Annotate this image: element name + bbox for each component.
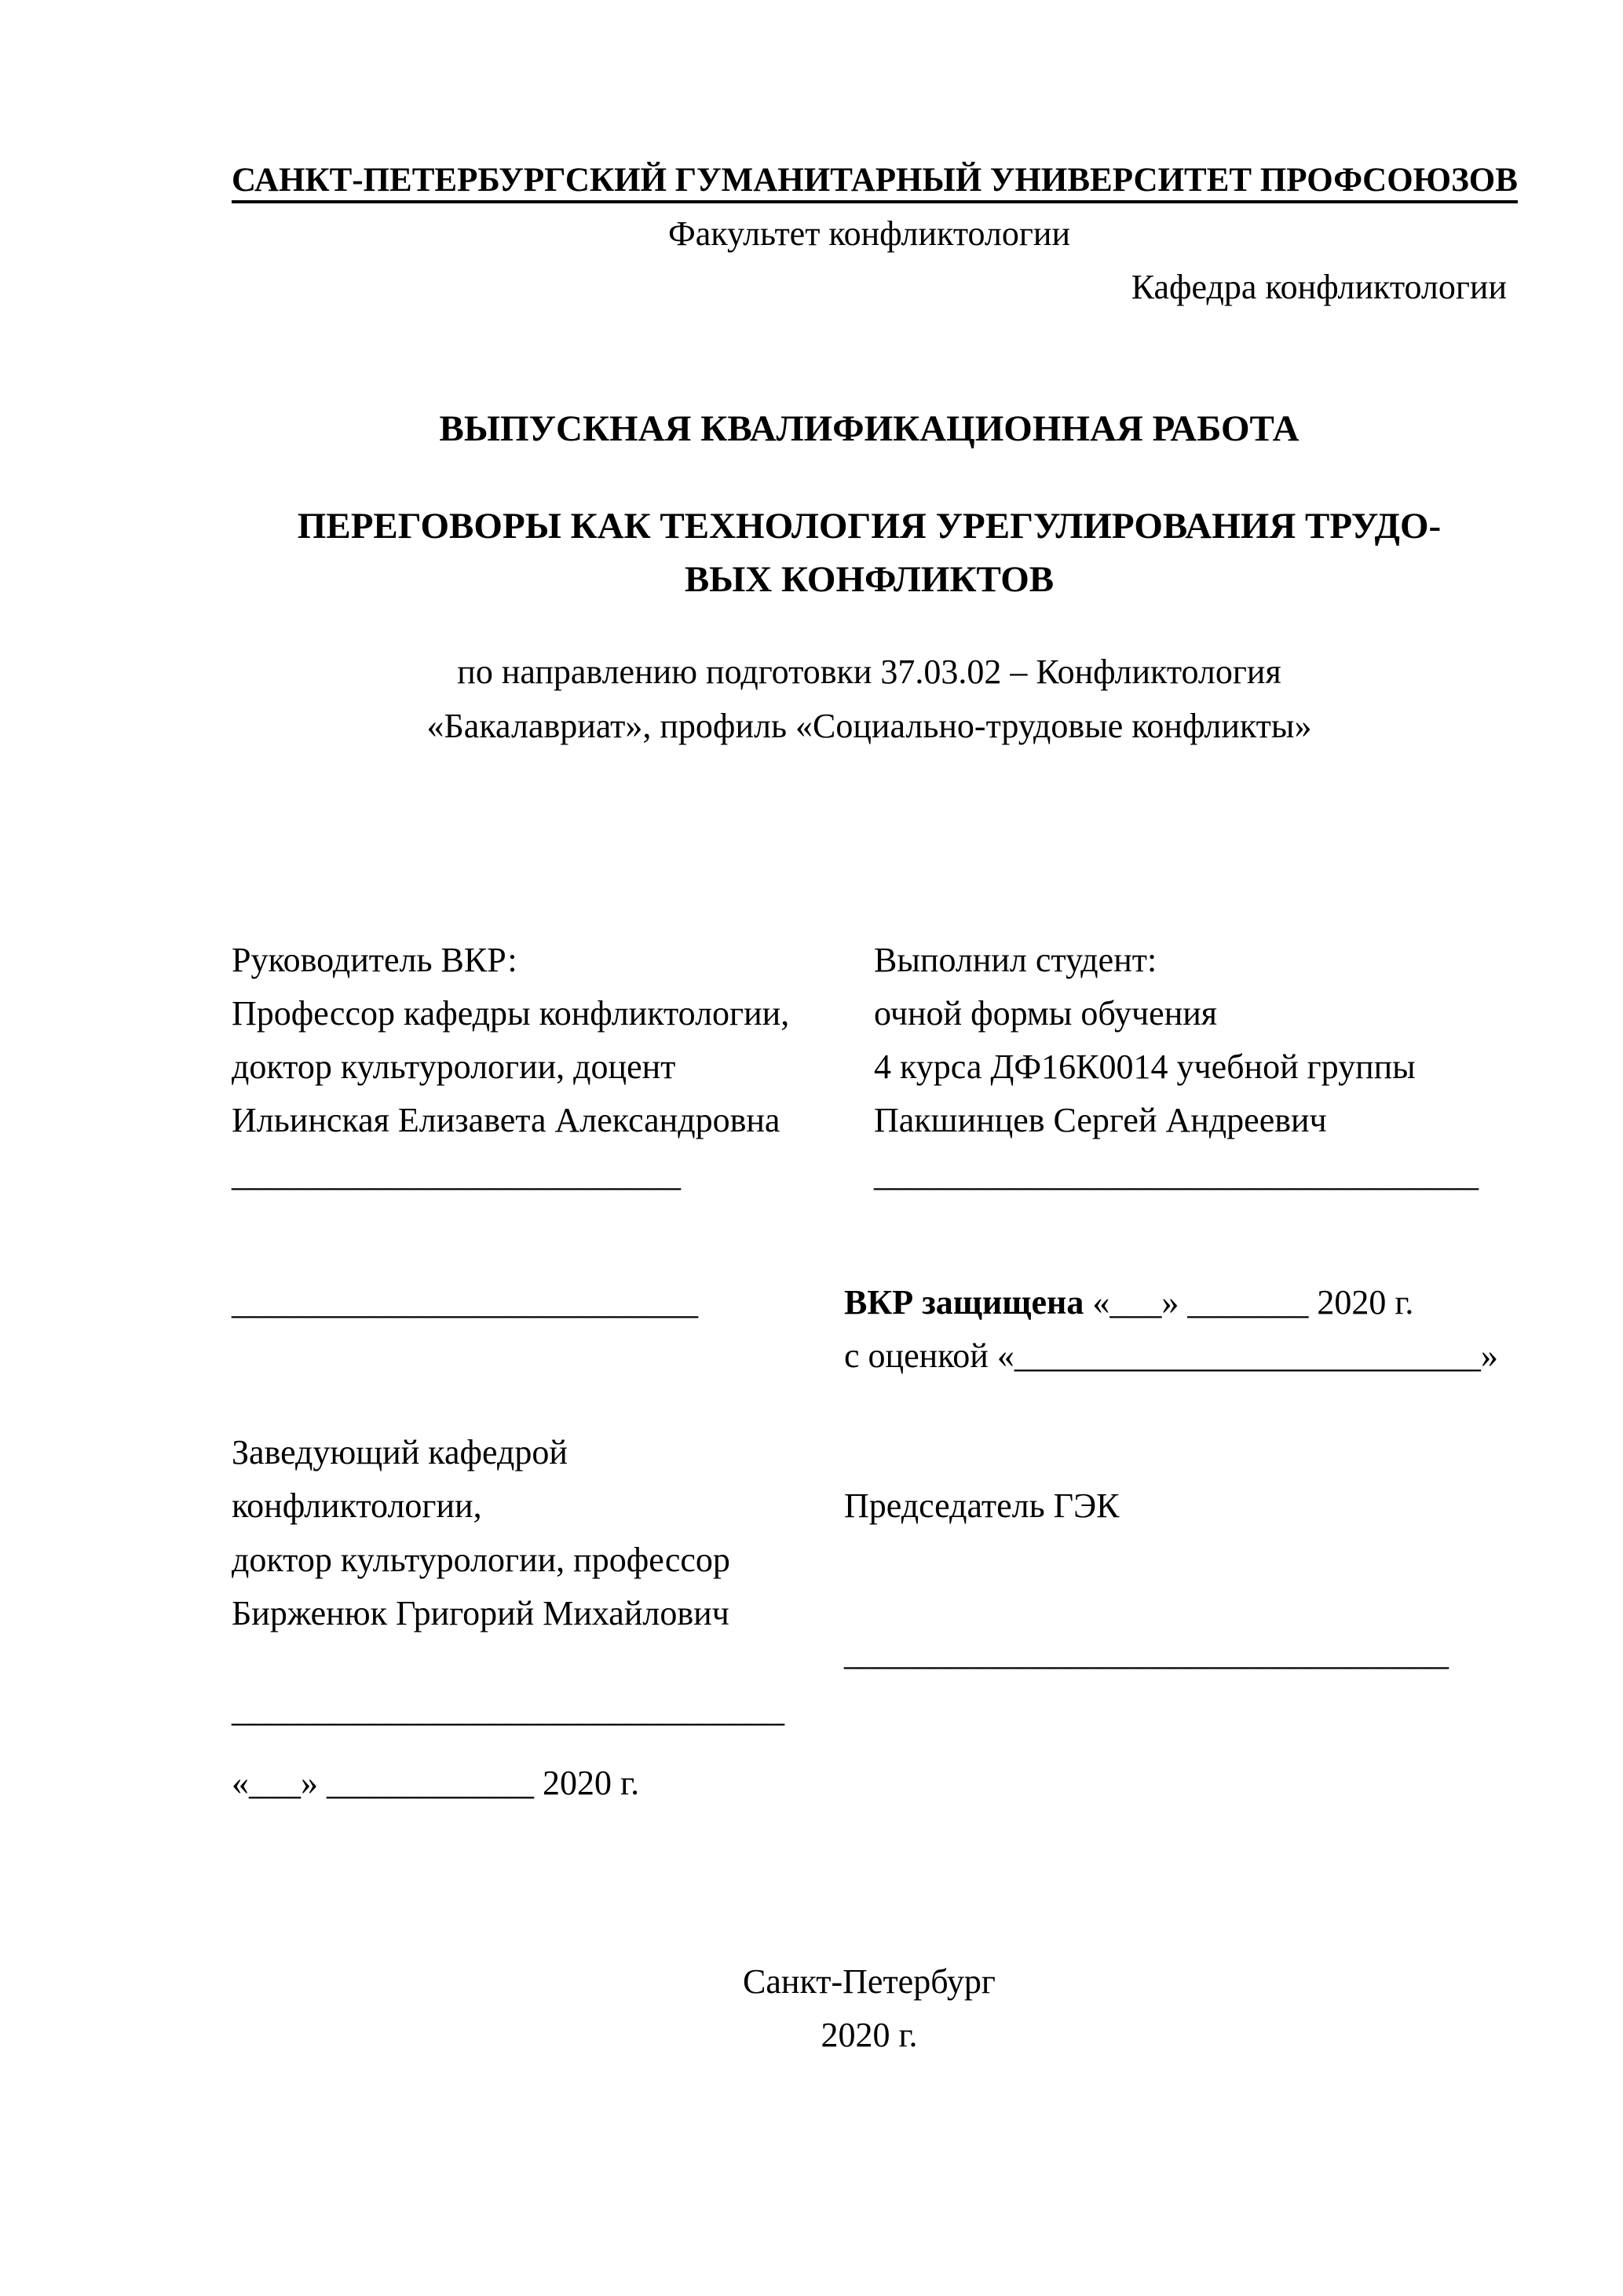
advisor-name: Ильинская Елизавета Александровна	[232, 1101, 780, 1140]
advisor-position-line2: доктор культурологии, доцент	[232, 1047, 676, 1087]
program-info	[232, 645, 1507, 752]
program-direction: по направлению подготовки 37.03.02 – Конфликтология	[457, 653, 1281, 692]
head-signature-line: ________________________________	[232, 1690, 784, 1729]
left-signature-line: ___________________________	[232, 1282, 698, 1322]
defense-date-blanks: «___» _______ 2020 г.	[1084, 1282, 1414, 1322]
advisor-label: Руководитель ВКР:	[232, 940, 517, 979]
defense-row	[232, 1276, 1507, 1383]
thesis-title-line2: ВЫХ КОНФЛИКТОВ	[684, 559, 1055, 601]
head-date-line: «___» ____________ 2020 г.	[232, 1764, 640, 1803]
student-group: 4 курса ДФ16К0014 учебной группы	[874, 1047, 1416, 1087]
student-block	[844, 934, 1507, 1201]
footer-block	[232, 1955, 1507, 2062]
head-position-line2: конфликтологии,	[232, 1486, 482, 1526]
thesis-title	[232, 499, 1507, 606]
head-name: Бирженюк Григорий Михайлович	[232, 1593, 729, 1632]
defense-block	[844, 1276, 1507, 1383]
chairman-signature-line: ___________________________________	[844, 1634, 1449, 1673]
advisor-signature-line: __________________________	[232, 1154, 681, 1194]
thesis-title-line1: ПЕРЕГОВОРЫ КАК ТЕХНОЛОГИЯ УРЕГУЛИРОВАНИЯ ТРУДО-	[297, 506, 1442, 547]
head-position-line1: Заведующий кафедрой	[232, 1433, 568, 1472]
student-study-form: очной формы обучения	[874, 994, 1218, 1033]
head-chairman-row	[232, 1426, 1507, 1810]
head-position-line3: доктор культурологии, профессор	[232, 1540, 730, 1579]
work-type-heading: ВЫПУСКНАЯ КВАЛИФИКАЦИОННАЯ РАБОТА	[439, 408, 1299, 450]
program-profile: «Бакалавриат», профиль «Социально-трудовые конфликты»	[426, 706, 1312, 745]
defense-date-line	[844, 1276, 1507, 1329]
department-name: Кафедра конфликтологии	[1131, 267, 1507, 306]
defense-label: ВКР защищена	[844, 1282, 1084, 1322]
defense-left-block	[232, 1276, 844, 1383]
footer-city: Санкт-Петербург	[743, 1962, 996, 2002]
student-name: Пакшинцев Сергей Андреевич	[874, 1101, 1327, 1140]
committee-chairman-block	[844, 1426, 1507, 1810]
advisor-student-row	[232, 934, 1507, 1201]
defense-grade-line: с оценкой «___________________________»	[844, 1336, 1498, 1375]
advisor-position-line1: Профессор кафедры конфликтологии,	[232, 994, 790, 1033]
footer-year: 2020 г.	[821, 2016, 918, 2055]
advisor-block	[232, 934, 844, 1201]
chairman-label: Председатель ГЭК	[844, 1486, 1120, 1526]
student-signature-line: ___________________________________	[874, 1154, 1479, 1194]
faculty-name: Факультет конфликтологии	[667, 214, 1070, 253]
student-label: Выполнил студент:	[874, 940, 1157, 979]
university-name: САНКТ-ПЕТЕРБУРГСКИЙ ГУМАНИТАРНЫЙ УНИВЕРСИТЕТ ПРОФСОЮЗОВ	[232, 162, 1518, 199]
department-head-block	[232, 1426, 844, 1810]
